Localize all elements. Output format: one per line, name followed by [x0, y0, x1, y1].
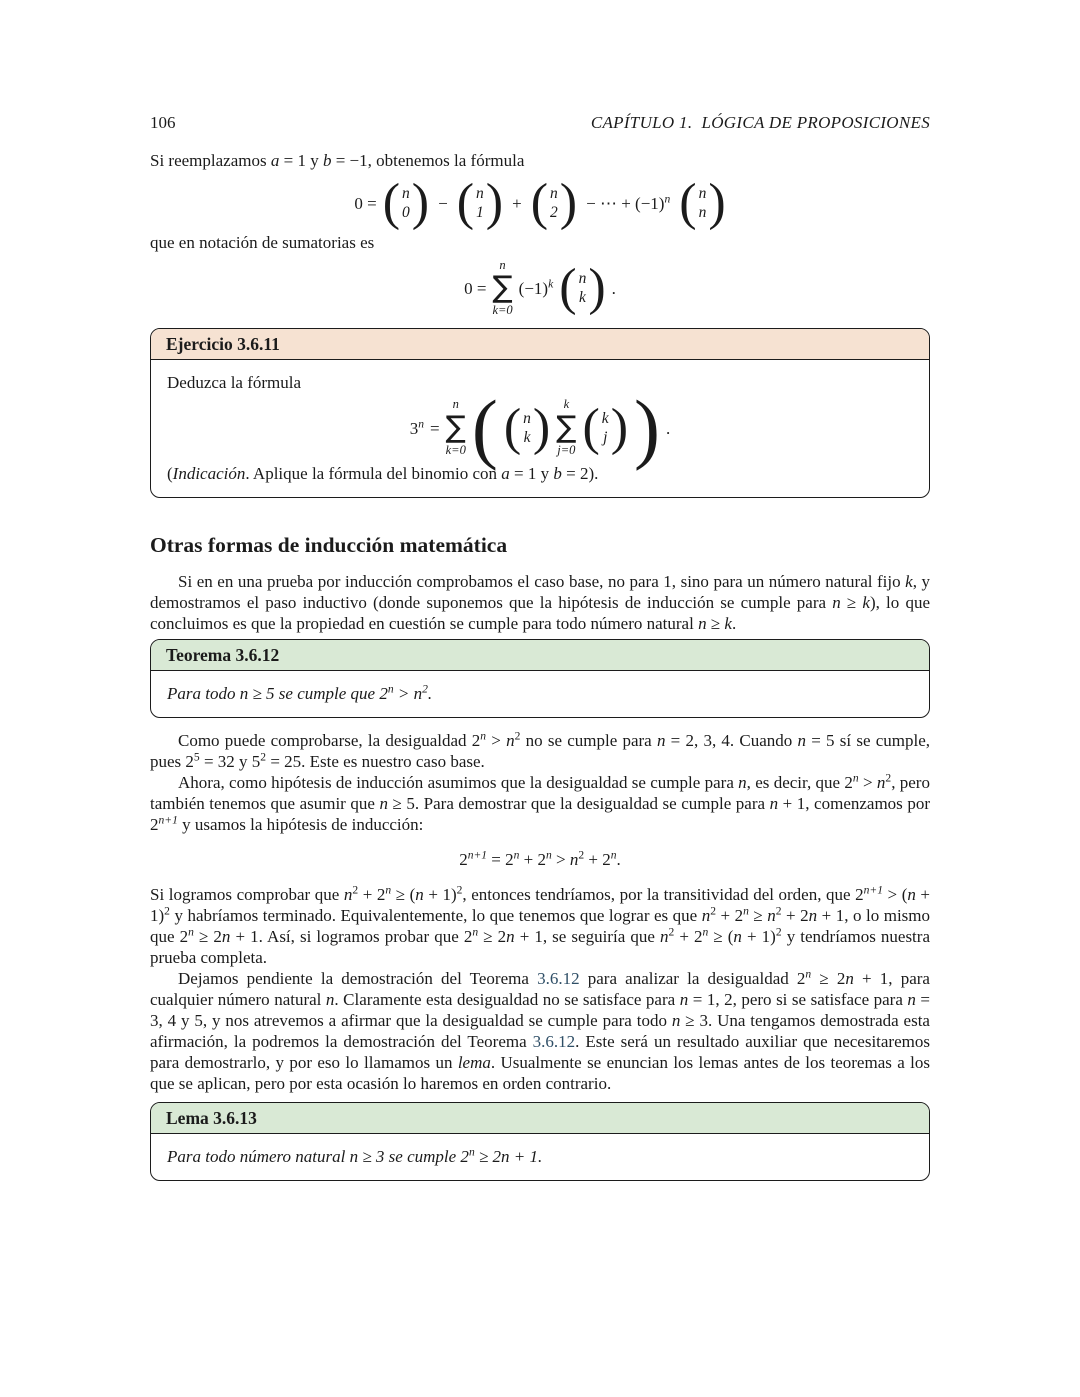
formula-exercise: [167, 384, 913, 472]
sigma-icon: ∑: [445, 410, 466, 446]
paragraph-lema-pendiente: Dejamos pendiente la demostración del Teorema 3.6.12 para analizar la desigualdad $2^n \ge 2n + 1$, para cualquier número natural n. Claramente esta desigualdad no se satisface para n = 1, 2, pero si se satisface para n = 3, 4 y 5, y nos atrevemos a afirmar que la desigualdad se cumple para todo n ≥ 3. Una tengamos demostrada esta afirmación, la podremos la demostración del Teorema 3.6.12. Este será un resultado auxiliar que necesitaremos para demostrarlo, y por eso lo llamamos un lema. Usualmente se enuncian los lemas antes de los teoremas a los que se aplican, pero por esta ocasión lo haremos en orden contrario.: [150, 967, 930, 1094]
section-heading: Otras formas de inducción matemática: [150, 533, 508, 558]
chapter-header: CAPÍTULO 1. LÓGICA DE PROPOSICIONES: [590, 113, 930, 132]
formula-induccion: $2^{n+1} = 2^n + 2^n > n^2 + 2^n$.: [459, 848, 621, 870]
binom-top: n: [523, 409, 531, 427]
sum-upper-limit: k: [563, 397, 570, 412]
exercise-box-body: [151, 360, 929, 497]
page-number: 106: [150, 113, 176, 132]
formula-lhs: 0 =: [354, 193, 377, 213]
binom-bottom: 1: [476, 204, 484, 222]
theorem-box-body: [151, 671, 929, 717]
binom-top: n: [550, 184, 558, 202]
summation-outer: [446, 398, 466, 458]
paragraph-hipotesis: Ahora, como hipótesis de inducción asumimos que la desigualdad se cumple para n, es decir, que $2^n > n^2$, pero también tenemos que asumir que n ≥ 5. Para demostrar que la desigualdad se cumple para n + 1, comenzamos por $2^{n+1}$ y usamos la hipótesis de inducción:: [150, 771, 930, 835]
dots-term: − ⋯ + $(-1)^n$: [586, 192, 671, 213]
formula-lhs: 3$^n$: [409, 417, 425, 438]
binom-n-0: [382, 174, 430, 231]
paragraph-transitividad: Si logramos comprobar que $n^2 + 2^n \ge (n + 1)^2$, entonces tendríamos, por la transitividad del orden, que $2^{n+1} > (n + 1)^2$ y habríamos terminado. Equivalentemente, lo que tenemos que lograr es que $n^2 + 2^n \ge n^2 + 2n + 1$, o lo mismo que $2^n \ge 2n + 1$. Así, si logramos probar que $2^n \ge 2n + 1$, se seguiría que $n^2 + 2^n \ge (n + 1)^2$ y tendríamos nuestra prueba completa.: [150, 883, 931, 968]
binom-n-2: [530, 174, 578, 231]
exercise-box-header: [151, 329, 929, 360]
sum-lower-limit: j=0: [557, 443, 576, 458]
theorem-statement: Para todo n ≥ 5 se cumple que $2^n > n^2$.: [167, 682, 433, 704]
lemma-box-body: [151, 1134, 929, 1180]
exercise-lead: Deduzca la fórmula: [167, 373, 302, 393]
sum-lower-limit: k=0: [492, 303, 513, 318]
formula-lhs: 0 =: [464, 278, 487, 298]
paren-right-icon: ): [708, 174, 726, 231]
paren-right-icon: ): [532, 398, 551, 456]
sum-upper-limit: n: [452, 397, 459, 412]
exercise-box: [150, 328, 930, 498]
period: .: [666, 418, 671, 438]
exercise-title: Ejercicio 3.6.11: [166, 334, 280, 355]
paren-left-icon: (: [503, 398, 522, 456]
exercise-hint: (Indicación. Aplique la fórmula del binomio con a = 1 y b = 2).: [167, 464, 599, 484]
formula-binomio-alternante: [150, 174, 930, 231]
binom-top: n: [698, 184, 707, 202]
theorem-box-header: [151, 640, 929, 671]
big-paren-right-icon: ): [634, 384, 660, 472]
binom-k-j: [582, 398, 629, 456]
theorem-ref-link[interactable]: 3.6.12: [532, 1032, 576, 1052]
summation-inner: [556, 398, 576, 458]
theorem-title: Teorema 3.6.12: [166, 645, 280, 666]
power-term: $(-1)^k$: [518, 277, 554, 298]
paren-right-icon: ): [588, 259, 606, 317]
paragraph-sumatorias: que en notación de sumatorias es: [150, 232, 375, 252]
paren-left-icon: (: [530, 174, 549, 231]
binom-top: n: [476, 184, 484, 202]
minus-op: −: [438, 193, 448, 213]
theorem-box: [150, 639, 930, 718]
paren-left-icon: (: [456, 174, 475, 231]
summation: [492, 259, 512, 319]
paragraph-induccion-general: Si en en una prueba por inducción comprobamos el caso base, no para 1, sino para un número natural fijo k, y demostramos el paso inductivo (donde suponemos que la hipótesis de inducción se cumple para n ≥ k), lo que concluimos es que la propiedad en cuestión se cumple para todo número natural n ≥ k.: [150, 572, 930, 634]
binom-bottom: k: [578, 289, 586, 307]
sigma-icon: ∑: [556, 410, 577, 446]
binom-n-k: [503, 398, 551, 456]
paren-right-icon: ): [411, 174, 430, 231]
binom-bottom: j: [603, 429, 608, 447]
binom-bottom: 0: [402, 204, 410, 222]
paren-right-icon: ): [610, 398, 629, 456]
binom-n-n: [679, 174, 726, 231]
binom-bottom: n: [698, 204, 707, 222]
paren-right-icon: ): [485, 174, 504, 231]
plus-op: +: [512, 193, 522, 213]
lemma-box: [150, 1102, 930, 1181]
period: .: [611, 278, 616, 298]
formula-suma-alternante: [150, 259, 930, 319]
paragraph-caso-base: Como puede comprobarse, la desigualdad $2^n > n^2$ no se cumple para n = 2, 3, 4. Cuando n = 5 sí se cumple, pues $2^5 = 32$ y $5^2 = 25$. Este es nuestro caso base.: [150, 729, 931, 772]
lemma-box-header: [151, 1103, 929, 1134]
paren-left-icon: (: [582, 398, 600, 456]
binom-top: k: [601, 409, 609, 427]
lemma-title: Lema 3.6.13: [166, 1108, 257, 1129]
sigma-icon: ∑: [492, 270, 513, 306]
paren-left-icon: (: [559, 259, 577, 317]
binom-top: n: [402, 184, 410, 202]
binom-top: n: [578, 269, 587, 287]
lemma-statement: Para todo número natural n ≥ 3 se cumple $2^n \ge 2n + 1$.: [167, 1145, 543, 1167]
big-paren-left-icon: (: [471, 384, 498, 472]
paragraph-intro: Si reemplazamos a = 1 y b = −1, obtenemos la fórmula: [150, 151, 525, 170]
paren-right-icon: ): [559, 174, 578, 231]
binom-bottom: 2: [550, 204, 558, 222]
theorem-ref-link[interactable]: 3.6.12: [537, 969, 580, 989]
binom-n-k: [559, 259, 606, 317]
binom-n-1: [456, 174, 504, 231]
paren-left-icon: (: [382, 174, 401, 231]
binom-bottom: k: [523, 429, 531, 447]
sum-upper-limit: n: [499, 257, 506, 272]
sum-lower-limit: k=0: [445, 443, 466, 458]
paren-left-icon: (: [679, 174, 697, 231]
equals-op: =: [430, 418, 440, 438]
running-header: [150, 112, 930, 133]
